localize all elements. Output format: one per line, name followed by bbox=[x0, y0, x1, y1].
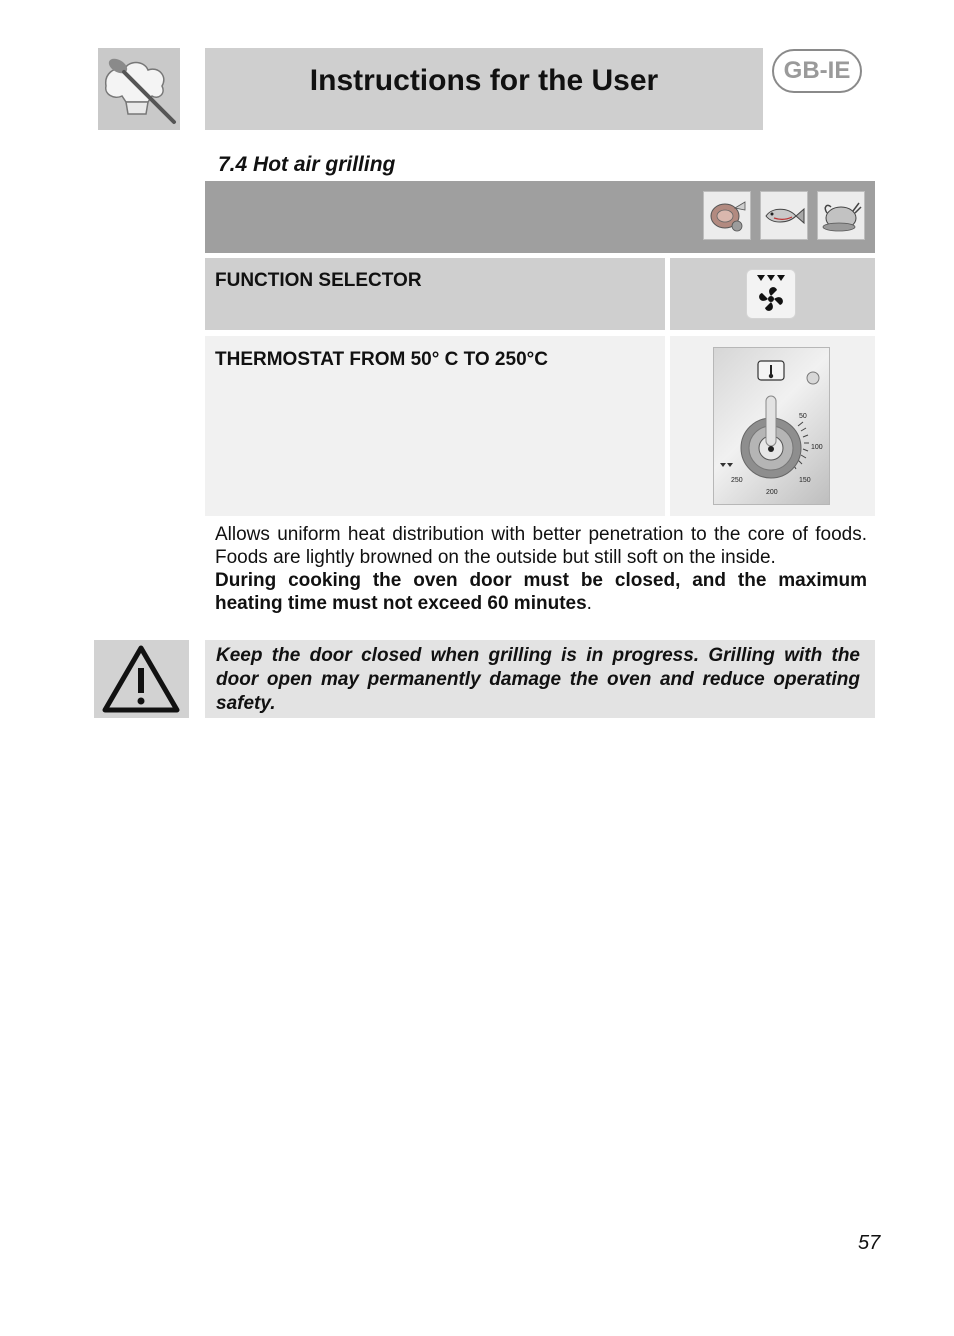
header-band bbox=[205, 48, 763, 130]
function-selector-label: FUNCTION SELECTOR bbox=[215, 270, 422, 291]
description bbox=[215, 523, 867, 615]
poultry-icon bbox=[817, 191, 865, 240]
meat-icon bbox=[703, 191, 751, 240]
page-number: 57 bbox=[858, 1232, 881, 1254]
thermostat-panel bbox=[713, 347, 830, 505]
chef-hat-spoon-icon bbox=[98, 48, 180, 130]
page-title: Instructions for the User bbox=[309, 64, 659, 97]
thermometer-icon bbox=[758, 361, 784, 380]
warning-text: Keep the door closed when grilling is in progress. Grilling with the door open may permanently damage the oven and reduce operating safety. bbox=[216, 645, 860, 714]
language-badge: GB-IE bbox=[772, 49, 862, 93]
dial-label-100: 100 bbox=[811, 444, 823, 451]
description-bold-note-suffix: . bbox=[586, 593, 592, 614]
dial-label-250: 250 bbox=[731, 477, 743, 484]
warning-box bbox=[205, 640, 875, 718]
dial-label-150: 150 bbox=[799, 477, 811, 484]
thermostat-label: THERMOSTAT FROM 50° C TO 250°C bbox=[215, 349, 548, 370]
fish-icon bbox=[760, 191, 808, 240]
description-paragraph: Allows uniform heat distribution with better penetration to the core of foods. Foods are lightly browned on the outside but still soft on the inside. bbox=[215, 524, 867, 568]
description-bold-note: During cooking the oven door must be closed, and the maximum heating time must not exceed 60 minutes bbox=[215, 570, 867, 614]
dial-label-50: 50 bbox=[799, 413, 807, 420]
thermostat-cell bbox=[205, 336, 665, 516]
function-selector-cell bbox=[205, 258, 665, 330]
section-title: 7.4 Hot air grilling bbox=[218, 153, 396, 176]
warning-triangle-icon bbox=[94, 640, 189, 718]
dial-label-200: 200 bbox=[766, 489, 778, 496]
grill-fan-icon bbox=[746, 269, 796, 319]
